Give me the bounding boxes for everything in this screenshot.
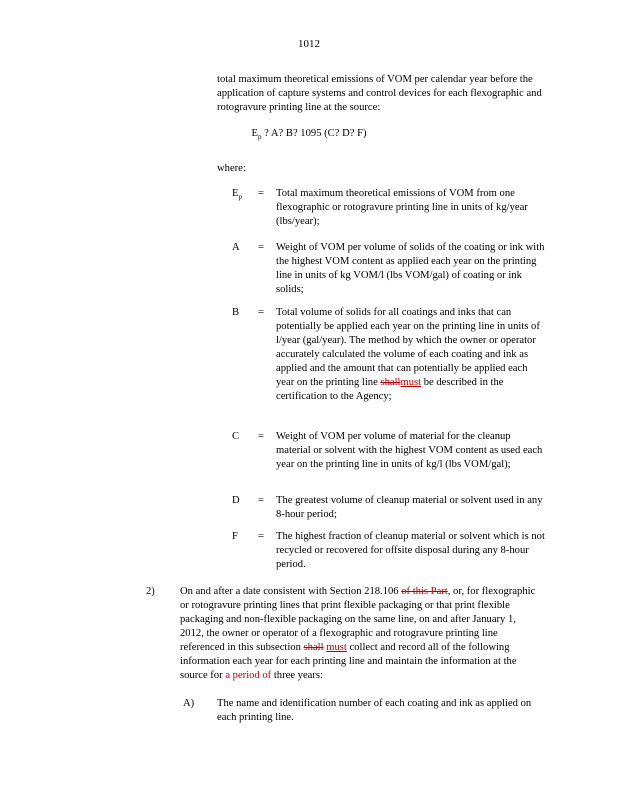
- page-number: 1012: [298, 38, 320, 50]
- struck-text: of this Part: [401, 586, 448, 597]
- struck-text: shall: [380, 377, 401, 388]
- subsection-label: 2): [146, 586, 155, 597]
- subsection-text: The name and identification number of each coating and ink as applied on each printing line.: [217, 698, 532, 723]
- definition-text: Total maximum theoretical emissions of VOM from one flexographic or rotogravure printing line in units of kg/year (lbs/year);: [276, 188, 528, 227]
- definition-equals: =: [258, 495, 264, 506]
- definition-equals: =: [258, 188, 264, 199]
- formula-rhs: ? A? B? 1095 (C? D? F): [264, 128, 367, 139]
- definition-symbol: F: [232, 531, 238, 542]
- definition-equals: =: [258, 242, 264, 253]
- definition-symbol: B: [232, 307, 240, 318]
- definition-symbol: $E_p$: [232, 188, 242, 202]
- definition-equals: =: [258, 307, 264, 318]
- inserted-text: must: [400, 377, 422, 388]
- inserted-text: must: [326, 642, 347, 653]
- subsection-text: On and after a date consistent with Section 218.106 of this Part, or, for flexographic or rotogravure printing lines that print flexible packaging or that print flexible packaging and non-flexible packaging on the same line, on and after January 1, 2012, the owner or operator of a flexographic and rotogravure printing line referenced in this subsection shall must collect and record all of the following information each year for each printing line and maintain the information at the source for a period of three years:: [180, 586, 536, 681]
- where-label: where:: [217, 163, 246, 174]
- formula-lhs: E: [251, 128, 258, 139]
- definition-text: The greatest volume of cleanup material or solvent used in any 8-hour period;: [276, 495, 543, 520]
- definition-symbol: C: [232, 431, 240, 442]
- definition-symbol: D: [232, 495, 240, 506]
- intro-paragraph: total maximum theoretical emissions of VOM per calendar year before the application of capture systems and control devices for each flexographic and rotogravure printing line at the source:: [217, 74, 542, 113]
- emissions-formula: [0, 128, 618, 141]
- definition-equals: =: [258, 431, 264, 442]
- subsection-label: A): [183, 698, 195, 709]
- inserted-text: a period of: [225, 670, 272, 681]
- definition-text: Total volume of solids for all coatings and inks that can potentially be applied each year on the printing line in units of l/year (gal/year). The method by which the owner or operator accurately calculated the volume of each coating and ink as applied and the amount that can potentially be applied each year on the printing line shallmust be described in the certification to the Agency;: [276, 307, 540, 402]
- definition-equals: =: [258, 531, 264, 542]
- struck-text: shall: [303, 642, 324, 653]
- definition-text: Weight of VOM per volume of material for the cleanup material or solvent with the highest VOM content as used each year on the printing line in units of kg/l (lbs VOM/gal);: [276, 431, 543, 470]
- definition-text: The highest fraction of cleanup material or solvent which is not recycled or recovered for offsite disposal during any 8-hour period.: [276, 531, 545, 570]
- definition-symbol: A: [232, 242, 240, 253]
- formula-lhs-sub: p: [257, 133, 262, 142]
- definition-text: Weight of VOM per volume of solids of the coating or ink with the highest VOM content as applied each year on the printing line in units of kg VOM/l (lbs VOM/gal) of coating or ink solids;: [276, 242, 545, 295]
